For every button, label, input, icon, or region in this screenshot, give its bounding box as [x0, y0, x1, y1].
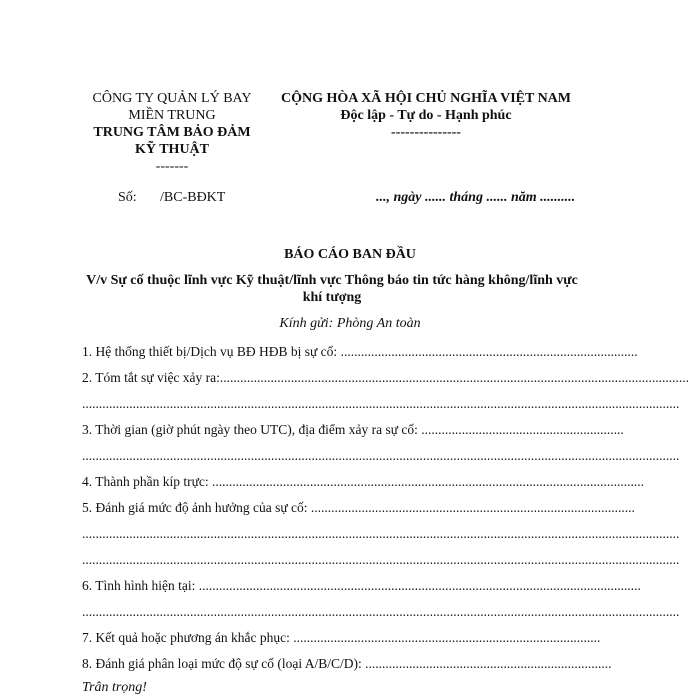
report-field-label: 1. Hệ thống thiết bị/Dịch vụ BĐ HĐB bị sự cố:	[82, 344, 341, 359]
report-field-row[interactable]	[82, 604, 680, 620]
report-field-fill-line[interactable]: ................................................................................................	[310, 500, 635, 515]
report-field-row[interactable]	[82, 526, 680, 542]
report-field-fill-line[interactable]: .................................................................................................................................................................................	[82, 604, 680, 619]
report-field-row[interactable]	[82, 422, 624, 438]
report-field-fill-line[interactable]: ............................................................	[421, 422, 624, 437]
report-field-fill-line[interactable]: .................................................................................................................................................................................	[82, 526, 680, 541]
report-field-fill-line[interactable]: .................................................................................................................................................................................	[82, 448, 680, 463]
recipient-text: Kính gửi: Phòng An toàn	[279, 316, 421, 331]
report-field-fill-line[interactable]: ...................................................................................................................................	[198, 578, 641, 593]
report-field-fill-line[interactable]: ........................................................................................	[340, 344, 638, 359]
report-field-fill-line[interactable]: .................................................................................................................................................................................	[82, 396, 680, 411]
national-title: CỘNG HÒA XÃ HỘI CHỦ NGHĨA VIỆT NAM	[280, 91, 571, 106]
report-field-label: 5. Đánh giá mức độ ảnh hưởng của sự cố:	[82, 500, 311, 515]
report-field-fill-line[interactable]: ................................................................................................................................	[212, 474, 645, 489]
national-divider: ---------------	[391, 125, 461, 140]
document-date: ..., ngày ...... tháng ...... năm ..........	[376, 190, 576, 205]
org-unit-line2: KỸ THUẬT	[134, 142, 210, 157]
org-name-line1: CÔNG TY QUẢN LÝ BAY	[92, 91, 252, 106]
report-field-label: 6. Tình hình hiện tại:	[82, 578, 199, 593]
org-name-line2: MIỀN TRUNG	[128, 108, 216, 123]
report-field-row[interactable]	[82, 578, 641, 594]
report-field-fill-line[interactable]: .................................................................................................................................................................................	[82, 552, 680, 567]
national-motto: Độc lập - Tự do - Hạnh phúc	[340, 108, 512, 123]
document-subject: V/v Sự cố thuộc lĩnh vực Kỹ thuật/lĩnh vực Thông báo tin tức hàng không/lĩnh vực khí tượng	[86, 273, 578, 305]
report-field-label: 2. Tóm tắt sự việc xảy ra:	[82, 370, 220, 385]
report-field-row[interactable]	[82, 656, 612, 672]
report-field-row[interactable]	[82, 552, 680, 568]
national-header	[276, 90, 576, 141]
report-field-fill-line[interactable]: ...........................................................................................................................................	[219, 370, 690, 385]
report-field-row[interactable]	[82, 344, 638, 360]
document-number-code: /BC-BĐKT	[160, 190, 226, 205]
report-field-row[interactable]	[82, 396, 680, 412]
organization-header	[82, 90, 262, 175]
report-field-label: 8. Đánh giá phân loại mức độ sự cố (loại A/B/C/D):	[82, 656, 366, 671]
recipient	[0, 316, 700, 332]
report-field-row[interactable]	[82, 500, 635, 516]
report-field-row[interactable]	[82, 630, 601, 646]
report-field-label: 3. Thời gian (giờ phút ngày theo UTC), địa điểm xảy ra sự cố:	[82, 422, 422, 437]
report-field-label: 7. Kết quả hoặc phương án khắc phục:	[82, 630, 294, 645]
report-field-row[interactable]	[82, 448, 680, 464]
org-divider: -------	[155, 159, 189, 174]
document-title: BÁO CÁO BAN ĐẦU	[284, 247, 416, 262]
report-field-label: 4. Thành phần kíp trực:	[82, 474, 213, 489]
report-field-row[interactable]	[82, 370, 690, 386]
report-field-fill-line[interactable]: .........................................................................	[365, 656, 612, 671]
document-number-label: Số:	[118, 190, 137, 205]
org-unit-line1: TRUNG TÂM BẢO ĐẢM	[93, 125, 251, 140]
report-field-row[interactable]	[82, 474, 645, 490]
report-field-fill-line[interactable]: ...........................................................................................	[293, 630, 601, 645]
closing-text: Trân trọng!	[82, 680, 147, 695]
